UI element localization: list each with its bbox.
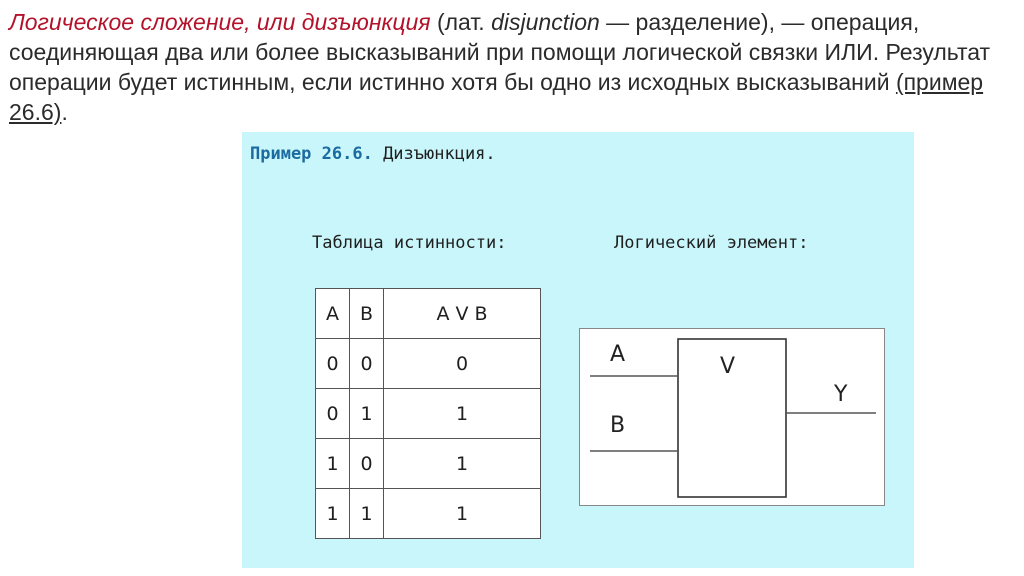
header-b: B [350,289,384,339]
cell-a: 1 [316,439,350,489]
intro-paragraph [9,7,1009,127]
table-row [316,339,541,389]
term-disjunction: Логическое сложение, или дизъюнкция [9,9,431,35]
table-row [316,439,541,489]
cell-result: 0 [384,339,541,389]
truth-table-title: Таблица истинности: [312,233,507,253]
or-gate-svg [580,329,884,505]
example-link[interactable]: (пример 26.6) [9,69,984,125]
table-row [316,389,541,439]
input-a-label: A [610,342,626,367]
cell-b: 1 [350,389,384,439]
cell-result: 1 [384,489,541,539]
header-a: A [316,289,350,339]
cell-a: 0 [316,389,350,439]
cell-b: 0 [350,439,384,489]
cell-b: 1 [350,489,384,539]
output-y-label: Y [834,382,848,407]
gate-symbol: V [720,354,736,379]
cell-a: 0 [316,339,350,389]
cell-result: 1 [384,439,541,489]
example-title: Дизъюнкция. [372,144,496,164]
table-row [316,489,541,539]
latin-open-text: (лат. [430,9,492,35]
example-number: Пример 26.6. [250,144,373,164]
cell-b: 0 [350,339,384,389]
latin-word: disjunction [491,9,600,35]
cell-a: 1 [316,489,350,539]
table-header-row [316,289,541,339]
logic-gate-diagram [579,328,885,506]
example-heading [250,144,496,164]
truth-table [315,288,541,539]
end-punctuation: . [61,99,68,125]
logic-gate-title: Логический элемент: [614,233,809,253]
definition-text: — разделение), — операция, соединяющая два или более высказываний при помощи логической связки ИЛИ. Результат операции будет истинным, если истинно хотя бы одно из исходных высказываний [9,9,991,95]
cell-result: 1 [384,389,541,439]
example-panel [242,132,914,568]
header-result: A V B [384,289,541,339]
input-b-label: B [610,413,626,438]
